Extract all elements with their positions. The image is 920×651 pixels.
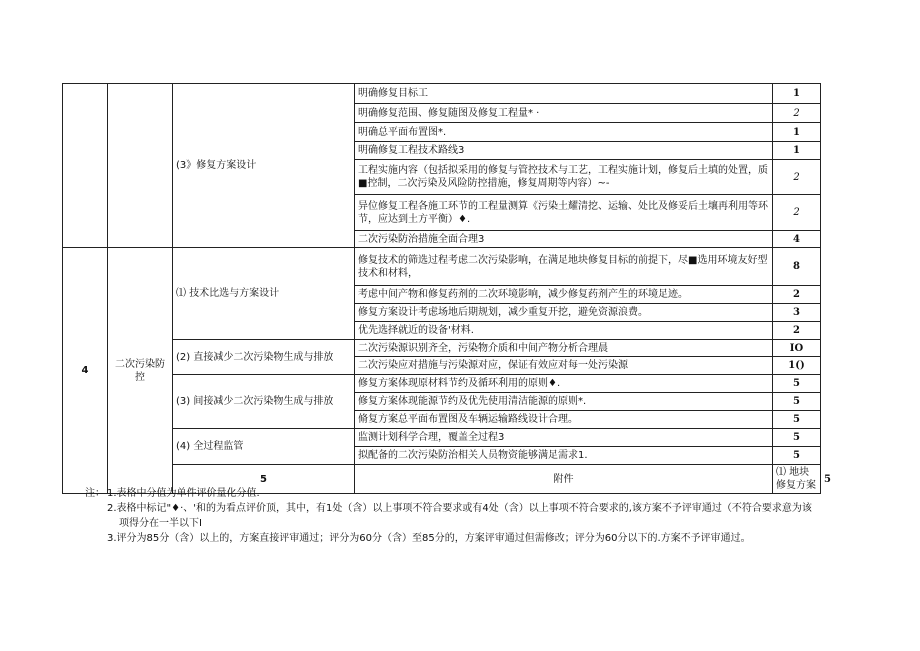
item-text: 二次污染防治措施全面合理3 — [355, 231, 773, 248]
table-row — [63, 429, 821, 447]
note-line — [85, 501, 820, 531]
item-text: 异位修复工程各施工环节的工程量测算《污染土耀清挖、运输、处比及修妥后土壤再利用等环节，应达到土方平衡）♦. — [355, 195, 773, 231]
item-text: 脩复方案总平面布置图及车辆运输路线设计合理。 — [355, 411, 773, 429]
score-cell: 2 — [773, 104, 821, 123]
item-text: 明确修复范围、修复随图及修复工程量* · — [355, 104, 773, 123]
item-text: 明确总平面布置图*. — [355, 123, 773, 142]
score-cell: 5 — [773, 393, 821, 411]
score-cell: 1 — [773, 84, 821, 104]
table-row — [63, 375, 821, 393]
no-cell-empty — [63, 84, 108, 248]
sub-item-design: (3》修复方案设计 — [173, 84, 355, 248]
sub-item: (4) 全过程监管 — [173, 429, 355, 465]
table-row — [63, 84, 821, 104]
score-cell: IO — [773, 340, 821, 357]
table-row — [63, 248, 821, 286]
note-text: 3.评分为85分（含）以上的，方案直接评审通过；评分为60分（含）至85分的，方案评审通过但需修改；评分为60分以下的.方案不予评审通过。 — [107, 533, 751, 544]
item-text: 明确修复目标工 — [355, 84, 773, 104]
score-cell: 2 — [773, 286, 821, 304]
score-cell: 3 — [773, 304, 821, 322]
notes-section — [85, 486, 820, 546]
item-text: 修复方案体现能源节约及优先使用清洁能源的原则*. — [355, 393, 773, 411]
sub-item: (3) 间接减少二次污染物生成与排放 — [173, 375, 355, 429]
score-cell: 8 — [773, 248, 821, 286]
item-text: 监测计划科学合理，覆盖全过程3 — [355, 429, 773, 447]
item-text: 修复技术的筛选过程考虑二次污染影响，在满足地块修复目标的前提下，尽■选用环境友好型技术和材料， — [355, 248, 773, 286]
score-cell: 5 — [773, 429, 821, 447]
evaluation-table — [62, 83, 831, 494]
item-text: 修复方案体现原材料节约及循环利用的原则♦. — [355, 375, 773, 393]
score-cell: 2 — [773, 322, 821, 340]
score-cell: 1 — [773, 142, 821, 160]
score-cell: 1() — [773, 357, 821, 375]
sub-item: ⑴ 技术比选与方案设计 — [173, 248, 355, 340]
category-cell: 附件 — [355, 465, 773, 494]
sub-item: (2) 直接减少二次污染物生成与排放 — [173, 340, 355, 375]
score-cell: 5 — [773, 375, 821, 393]
item-text: 优先选择就近的设备'材料. — [355, 322, 773, 340]
item-text: 二次污染源识别齐全，污染物介质和中间产物分析合理晨 — [355, 340, 773, 357]
note-line — [85, 486, 820, 501]
score-cell: 2 — [773, 195, 821, 231]
item-text: 拟配备的二次污染防治相关人员物资能够满足需求1. — [355, 447, 773, 465]
item-text: 修复方案设计考虑场地后期规划，减少重复开挖，避免资源浪费。 — [355, 304, 773, 322]
table-row: 5 附件 ⑴ 地块修复方案 5 — [63, 465, 821, 494]
note-text: 1.表格中分值为单件评价量化分值. — [107, 488, 260, 499]
score-cell: 1 — [773, 123, 821, 142]
item-text: 工程实施内容（包括拟采用的修复与管控技术与工艺，工程实施计划，修复后土填的处置，质■控制，二次污染及风险防控措施，修复周期等内容）~- — [355, 160, 773, 195]
notes-label: 注： — [85, 488, 105, 499]
row-number: 4 — [63, 248, 108, 494]
note-text: 2.表格中标记"♦·、'和的为看点评价顶，其中，有1处（含）以上事项不符合要求或有4处（含）以上事项不符合要求的,该方案不予评审通过（不符合要求意为该项得分在一半以下I — [107, 503, 812, 529]
category-cell: 二次污染防控 — [108, 248, 173, 494]
item-text: 二次污染应对措施与污染源对应，保证有效应对每一处污染源 — [355, 357, 773, 375]
item-text: 明确修复工程技术路线3 — [355, 142, 773, 160]
table-row — [63, 340, 821, 357]
note-line — [85, 531, 820, 546]
score-cell: 5 — [773, 447, 821, 465]
row-number: 5 — [173, 465, 355, 494]
score-cell: 4 — [773, 231, 821, 248]
sub-item: ⑴ 地块修复方案 — [773, 465, 821, 494]
score-cell: 2 — [773, 160, 821, 195]
item-text: 考虑中间产物和修复药剂的二次环境影响，减少修复药剂产生的环境足迹。 — [355, 286, 773, 304]
score-cell: 5 — [773, 411, 821, 429]
category-cell-empty — [108, 84, 173, 248]
